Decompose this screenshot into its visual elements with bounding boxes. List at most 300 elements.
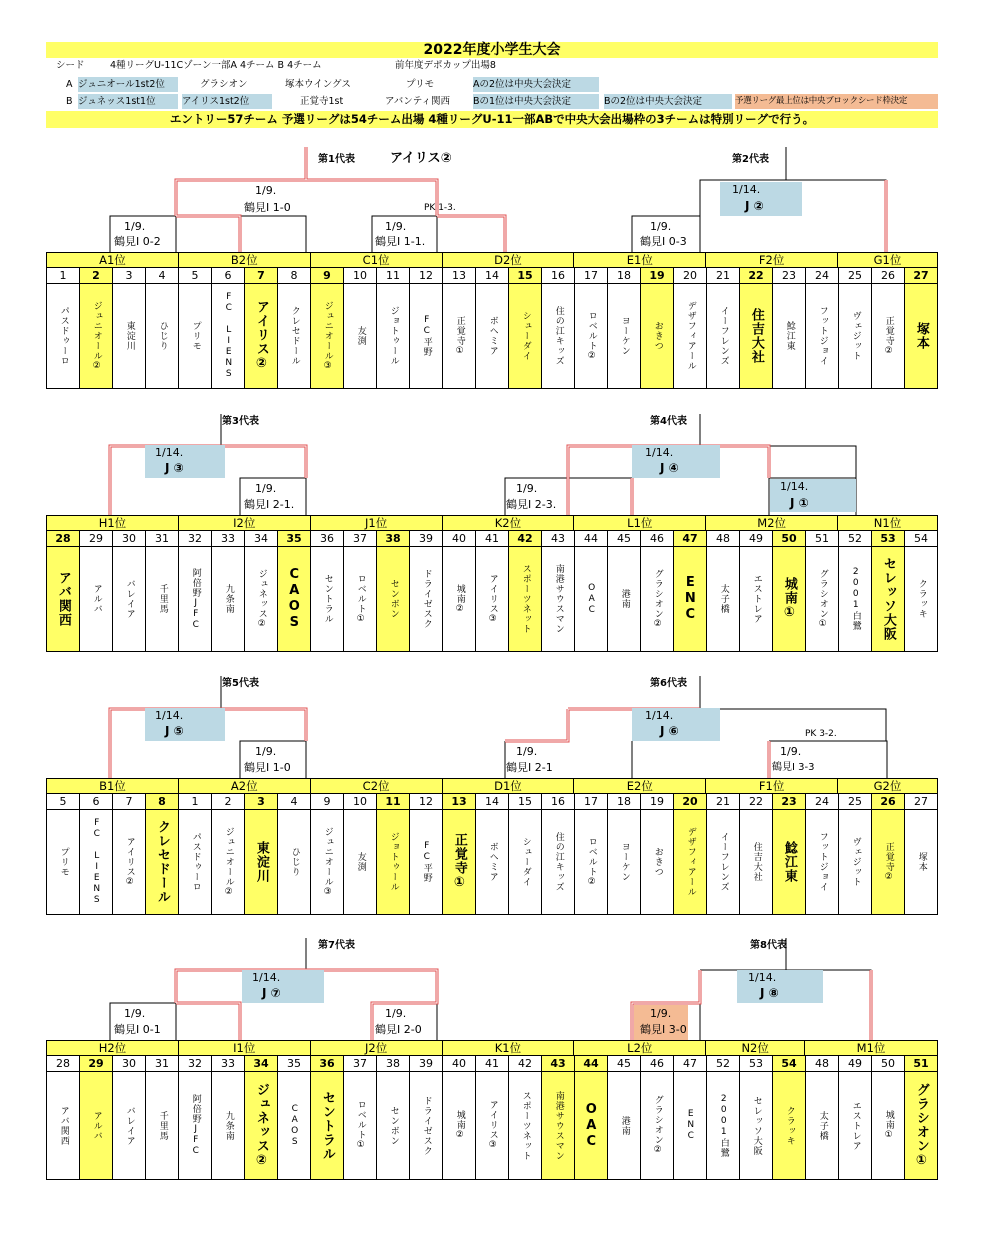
group-header: G2位	[873, 779, 902, 793]
match-date: 1/14.	[645, 446, 674, 459]
team-number: 54	[914, 532, 928, 545]
team-name-cell	[47, 810, 80, 914]
team-name-cell	[773, 547, 806, 651]
team-number: 54	[773, 1056, 806, 1071]
team-name-cell	[707, 810, 740, 914]
match-result: 鶴見Ⅰ 3-0	[640, 1023, 687, 1036]
team-name: CAOS	[289, 1103, 300, 1148]
team-number: 33	[212, 1056, 245, 1071]
team-name-cell	[179, 547, 212, 651]
team-number: 3	[113, 268, 146, 283]
team-name: バレイア	[124, 579, 135, 619]
number-row	[46, 268, 938, 284]
team-number: 40	[443, 1056, 476, 1071]
team-number: 21	[707, 268, 740, 283]
match-result: J ⑧	[760, 986, 779, 1000]
team-name: デザフィアール	[685, 827, 696, 897]
team-number: 17	[575, 794, 608, 809]
team-number: 32	[179, 531, 212, 546]
team-name-cell	[179, 284, 212, 388]
team-number: 22	[740, 794, 773, 809]
team-name-cell	[806, 1072, 839, 1179]
team-name-cell	[839, 547, 872, 651]
team-name-cell	[872, 810, 905, 914]
team-name: クレセドール	[154, 820, 170, 904]
group-header: M1位	[856, 1041, 886, 1055]
team-name: おきつ	[652, 321, 663, 351]
seed-a-4: プリモ	[406, 79, 435, 90]
team-name: パスドゥーロ	[58, 306, 69, 366]
seed-b-note2: Bの2位は中央大会決定	[604, 94, 732, 109]
team-name: 阿倍野JFC	[190, 567, 201, 631]
group-header: I2位	[179, 516, 311, 530]
team-name-cell	[179, 1072, 212, 1179]
team-name: ジュネッス②	[256, 568, 267, 630]
match-result: J ①	[790, 496, 809, 510]
team-number: 35	[278, 531, 311, 546]
match-result: J ③	[165, 461, 184, 475]
group-header: J2位	[311, 1041, 443, 1055]
team-name-cell	[377, 1072, 410, 1179]
seed-league-text: 4種リーグU-11Cゾーン一部A 4チーム B 4チーム	[110, 60, 322, 71]
team-name-cell	[311, 547, 344, 651]
match-result: J ④	[660, 461, 679, 475]
team-number: 3	[245, 794, 278, 809]
group-header: C1位	[311, 253, 443, 267]
team-name: エストレア	[751, 574, 762, 624]
group-row	[46, 252, 938, 268]
match-date: 1/9.	[255, 745, 277, 758]
team-name-cell	[212, 284, 245, 388]
team-number: 7	[113, 794, 146, 809]
team-name-cell	[575, 284, 608, 388]
team-number: 51	[806, 531, 839, 546]
group-header: F2位	[706, 253, 838, 267]
team-name: 千里馬	[157, 584, 168, 614]
team-name: グラシオン②	[652, 568, 663, 630]
team-number: 30	[113, 1056, 146, 1071]
team-number: 52	[839, 531, 872, 546]
team-name: アバ関西	[55, 571, 71, 627]
team-number: 43	[542, 531, 575, 546]
match-result: 鶴見Ⅰ 3-3	[772, 762, 815, 773]
team-number: 13	[443, 794, 476, 809]
match-date: 1/9.	[516, 745, 538, 758]
team-name-cell	[905, 1072, 937, 1179]
team-row	[46, 810, 938, 915]
page-title: 2022年度小学生大会	[46, 42, 938, 58]
team-number: 11	[377, 794, 410, 809]
team-name-cell	[311, 810, 344, 914]
group-row	[46, 778, 938, 794]
match-date: 1/9.	[255, 482, 277, 495]
rep-2-label: 第2代表	[732, 154, 769, 165]
team-name: センボン	[388, 579, 399, 619]
group-header: C2位	[311, 779, 443, 793]
group-row	[46, 515, 938, 531]
team-number: 45	[608, 1056, 641, 1071]
team-name: 東淀川	[253, 841, 269, 883]
group-row	[46, 1040, 938, 1056]
team-number: 20	[674, 794, 707, 809]
team-row	[46, 547, 938, 652]
team-name: クレセドール	[289, 306, 300, 366]
team-name: 城南②	[454, 583, 465, 615]
match-result: 鶴見Ⅰ 1-0	[244, 761, 291, 774]
seed-b-note1: Bの1位は中央大会決定	[473, 94, 599, 109]
team-name-cell	[740, 547, 773, 651]
match-date: 1/9.	[385, 1007, 407, 1020]
rep-3-label: 第3代表	[222, 416, 259, 427]
team-name: セレッソ大阪	[880, 557, 896, 641]
team-name-cell	[509, 284, 542, 388]
team-name-cell	[476, 1072, 509, 1179]
pk-result: PK 3-2.	[805, 729, 837, 739]
team-number: 30	[113, 531, 146, 546]
team-number: 6	[80, 794, 113, 809]
match-date: 1/9.	[385, 220, 407, 233]
team-name: FC LIENS	[91, 818, 102, 906]
team-name: 城南①	[781, 577, 797, 621]
team-name-cell	[707, 284, 740, 388]
team-name-cell	[80, 547, 113, 651]
team-number: 41	[476, 1056, 509, 1071]
team-name-cell	[344, 1072, 377, 1179]
team-name: 友渕	[355, 852, 366, 872]
team-number: 9	[311, 268, 344, 283]
team-number: 19	[641, 268, 674, 283]
team-number: 32	[179, 1056, 212, 1071]
seed-b-label: B	[66, 96, 73, 107]
team-name-cell	[872, 1072, 905, 1179]
team-number: 6	[212, 268, 245, 283]
team-name-cell	[245, 547, 278, 651]
team-name: グラシオン①	[913, 1082, 929, 1169]
team-name-cell	[443, 810, 476, 914]
team-name: イーフレンズ	[718, 306, 729, 366]
team-name-cell	[344, 284, 377, 388]
team-name-cell	[212, 810, 245, 914]
group-header: H2位	[47, 1041, 179, 1055]
team-number: 53	[872, 531, 905, 546]
match-result: J ②	[745, 199, 764, 213]
seed-b-1: ジュネッス1st1位	[78, 94, 178, 109]
team-number: 39	[410, 531, 443, 546]
match-result: J ⑤	[165, 724, 184, 738]
team-name: アルバ	[91, 1110, 102, 1141]
team-name: シューダイ	[520, 837, 531, 887]
entry-banner: エントリー57チーム 予選リーグは54チーム出場 4種リーグU-11一部ABで中央大会出場枠の3チームは特別リーグで行う。	[46, 111, 938, 128]
team-name-cell	[839, 1072, 872, 1179]
team-number: 41	[476, 531, 509, 546]
team-number: 22	[740, 268, 773, 283]
seed-b-2: アイリス1st2位	[182, 94, 272, 109]
team-name-cell	[575, 547, 608, 651]
match-result: 鶴見Ⅰ 2-1.	[244, 498, 295, 511]
team-name: 2001白鷺	[718, 1093, 729, 1158]
team-name-cell	[377, 810, 410, 914]
team-name-cell	[575, 1072, 608, 1179]
team-number: 28	[47, 531, 80, 546]
match-result: 鶴見Ⅰ 2-3.	[506, 498, 557, 511]
team-name-cell	[410, 1072, 443, 1179]
team-name: 東淀川	[124, 321, 135, 351]
team-number: 26	[872, 268, 905, 283]
team-name-cell	[443, 547, 476, 651]
team-name-cell	[872, 284, 905, 388]
team-number: 44	[575, 531, 608, 546]
team-number: 50	[872, 1056, 905, 1071]
team-name: セントラル	[322, 574, 333, 624]
team-name-cell	[146, 284, 179, 388]
team-name: ひじり	[157, 321, 168, 351]
team-number: 31	[146, 531, 179, 546]
team-name-cell	[641, 1072, 674, 1179]
team-name: アイリス③	[487, 573, 498, 625]
team-number: 42	[509, 1056, 542, 1071]
team-name-cell	[476, 547, 509, 651]
team-name: ドライゼスク	[421, 1095, 432, 1156]
team-name-cell	[608, 547, 641, 651]
group-header: H1位	[47, 516, 179, 530]
team-name-cell	[113, 1072, 146, 1179]
match-result: 鶴見Ⅰ 2-0	[375, 1023, 422, 1036]
team-name-cell	[47, 284, 80, 388]
team-name-cell	[542, 810, 575, 914]
match-result: J ⑦	[262, 986, 281, 1000]
team-name-cell	[707, 547, 740, 651]
team-name-cell	[839, 810, 872, 914]
team-name: 城南①	[883, 1110, 894, 1141]
team-name: アイリス③	[487, 1100, 498, 1151]
match-date: 1/14.	[780, 480, 809, 493]
number-row	[46, 794, 938, 810]
group-header: G1位	[873, 253, 902, 267]
team-number: 5	[179, 268, 212, 283]
team-name-cell	[509, 1072, 542, 1179]
team-name-cell	[377, 547, 410, 651]
team-name-cell	[542, 1072, 575, 1179]
seed-a-1: ジュニオール1st2位	[78, 77, 178, 92]
rep-5-label: 第5代表	[222, 678, 259, 689]
team-number: 29	[80, 1056, 113, 1071]
match-result: 鶴見Ⅰ 0-2	[114, 235, 161, 248]
team-name: プリモ	[58, 847, 69, 877]
team-name: ジュニオール②	[91, 300, 102, 372]
group-header: L2位	[574, 1041, 706, 1055]
team-number: 47	[674, 531, 707, 546]
team-number: 11	[377, 268, 410, 283]
team-name-cell	[674, 547, 707, 651]
team-name-cell	[410, 547, 443, 651]
rep-1-winner: アイリス②	[390, 151, 452, 166]
team-number: 15	[509, 268, 542, 283]
team-name: 友渕	[355, 326, 366, 346]
team-name: ENC	[685, 1109, 696, 1142]
team-name-cell	[674, 284, 707, 388]
team-name: 港南	[619, 589, 630, 609]
group-header: F1位	[706, 779, 838, 793]
pk-result: PK 1-3.	[424, 203, 456, 213]
team-name: シューダイ	[520, 311, 531, 361]
team-name-cell	[641, 284, 674, 388]
team-name-cell	[608, 810, 641, 914]
team-name: 正覚寺①	[454, 315, 465, 357]
team-name: FC平野	[421, 315, 432, 357]
seed-b-3: 正覚寺1st	[300, 96, 344, 107]
team-name-cell	[674, 1072, 707, 1179]
team-number: 26	[872, 794, 905, 809]
team-name: 住の江キッズ	[553, 832, 564, 892]
team-name: グラシオン①	[817, 568, 828, 630]
team-name-cell	[806, 284, 839, 388]
team-name-cell	[443, 284, 476, 388]
team-name: ボヘミア	[487, 316, 498, 356]
seed-label: シード	[56, 60, 85, 71]
team-number: 44	[575, 1056, 608, 1071]
group-header: N1位	[873, 516, 902, 530]
team-number: 9	[311, 794, 344, 809]
team-name-cell	[212, 1072, 245, 1179]
team-name-cell	[905, 284, 937, 388]
team-number: 40	[443, 531, 476, 546]
team-name: 千里馬	[157, 1110, 168, 1141]
team-name: FC LIENS	[223, 292, 234, 380]
team-name: ジュニオール③	[322, 300, 333, 372]
rep-8-label: 第8代表	[750, 940, 787, 951]
match-result: 鶴見Ⅰ 2-1	[506, 761, 553, 774]
match-date: 1/9.	[255, 184, 277, 197]
team-name: ジョトゥール	[388, 306, 399, 366]
team-name-cell	[80, 284, 113, 388]
team-name-cell	[806, 810, 839, 914]
team-name-cell	[113, 547, 146, 651]
team-number: 48	[707, 531, 740, 546]
team-number: 31	[146, 1056, 179, 1071]
team-number: 12	[410, 268, 443, 283]
team-name: セレッソ大阪	[751, 1095, 762, 1156]
team-name-cell	[113, 810, 146, 914]
team-name: アイリス②	[253, 300, 269, 372]
team-number: 8	[146, 794, 179, 809]
match-date: 1/14.	[155, 446, 184, 459]
team-name-cell	[278, 810, 311, 914]
team-name: エストレア	[850, 1100, 861, 1151]
team-name: フットジョイ	[817, 306, 828, 366]
team-name-cell	[146, 547, 179, 651]
team-name-cell	[245, 284, 278, 388]
team-name: センボン	[388, 1105, 399, 1146]
match-date: 1/9.	[124, 1007, 146, 1020]
team-number: 45	[608, 531, 641, 546]
team-number: 12	[410, 794, 443, 809]
team-name-cell	[311, 284, 344, 388]
team-number: 5	[47, 794, 80, 809]
team-number: 51	[905, 1056, 937, 1071]
team-name: クラッキ	[916, 579, 927, 619]
team-number: 17	[575, 268, 608, 283]
team-name: CAOS	[286, 567, 302, 631]
team-name-cell	[47, 1072, 80, 1179]
team-name: 塚本	[913, 322, 929, 350]
team-name-cell	[80, 810, 113, 914]
team-number: 8	[278, 268, 311, 283]
team-name-cell	[905, 810, 937, 914]
team-name-cell	[179, 810, 212, 914]
group-header: E2位	[574, 779, 706, 793]
group-header: K1位	[443, 1041, 575, 1055]
team-number: 25	[839, 268, 872, 283]
team-number: 4	[146, 268, 179, 283]
team-number: 2	[212, 794, 245, 809]
team-name-cell	[509, 547, 542, 651]
team-name: 住の江キッズ	[553, 306, 564, 366]
match-result: 鶴見Ⅰ 1-1.	[375, 235, 426, 248]
team-name: ボヘミア	[487, 842, 498, 882]
group-header: B1位	[47, 779, 179, 793]
team-name-cell	[377, 284, 410, 388]
team-name-cell	[641, 810, 674, 914]
team-name: OAC	[583, 1101, 599, 1150]
team-number: 18	[608, 268, 641, 283]
team-name-cell	[311, 1072, 344, 1179]
group-header: I1位	[179, 1041, 311, 1055]
team-name: バレイア	[124, 1105, 135, 1146]
team-name: 正覚寺②	[883, 315, 894, 357]
team-number: 39	[410, 1056, 443, 1071]
rep-7-label: 第7代表	[318, 940, 355, 951]
team-name: ロベルト②	[586, 310, 597, 362]
team-name-cell	[773, 1072, 806, 1179]
team-name: ヴェジット	[850, 311, 861, 361]
team-number: 28	[47, 1056, 80, 1071]
team-name-cell	[212, 547, 245, 651]
team-name: ロベルト①	[355, 573, 366, 625]
match-date: 1/14.	[732, 183, 761, 196]
match-result: 鶴見Ⅰ 0-1	[114, 1023, 161, 1036]
number-row	[46, 531, 938, 547]
team-number: 16	[542, 794, 575, 809]
team-name: イーフレンズ	[718, 832, 729, 892]
match-result: 鶴見Ⅰ 1-0	[244, 201, 291, 214]
team-row	[46, 284, 938, 389]
team-name-cell	[542, 284, 575, 388]
team-name: ヨーケン	[619, 842, 630, 882]
team-number: 46	[641, 1056, 674, 1071]
team-number: 23	[773, 794, 806, 809]
team-name: アルバ	[91, 584, 102, 614]
team-number: 27	[905, 268, 937, 283]
rep-6-label: 第6代表	[650, 678, 687, 689]
team-number: 13	[443, 268, 476, 283]
team-name-cell	[740, 284, 773, 388]
team-name-cell	[773, 810, 806, 914]
team-name-cell	[806, 547, 839, 651]
team-name: プリモ	[190, 321, 201, 351]
seed-b-4: アバンティ関西	[385, 96, 450, 107]
team-name-cell	[245, 810, 278, 914]
match-result: 鶴見Ⅰ 0-3	[640, 235, 687, 248]
team-name: 南港サウスマン	[553, 564, 564, 634]
team-number: 49	[740, 531, 773, 546]
team-number: 36	[311, 531, 344, 546]
team-number: 37	[344, 531, 377, 546]
team-name: セントラル	[319, 1090, 335, 1161]
team-name: ENC	[682, 575, 698, 623]
match-date: 1/14.	[155, 709, 184, 722]
team-name-cell	[344, 810, 377, 914]
team-number: 33	[212, 531, 245, 546]
